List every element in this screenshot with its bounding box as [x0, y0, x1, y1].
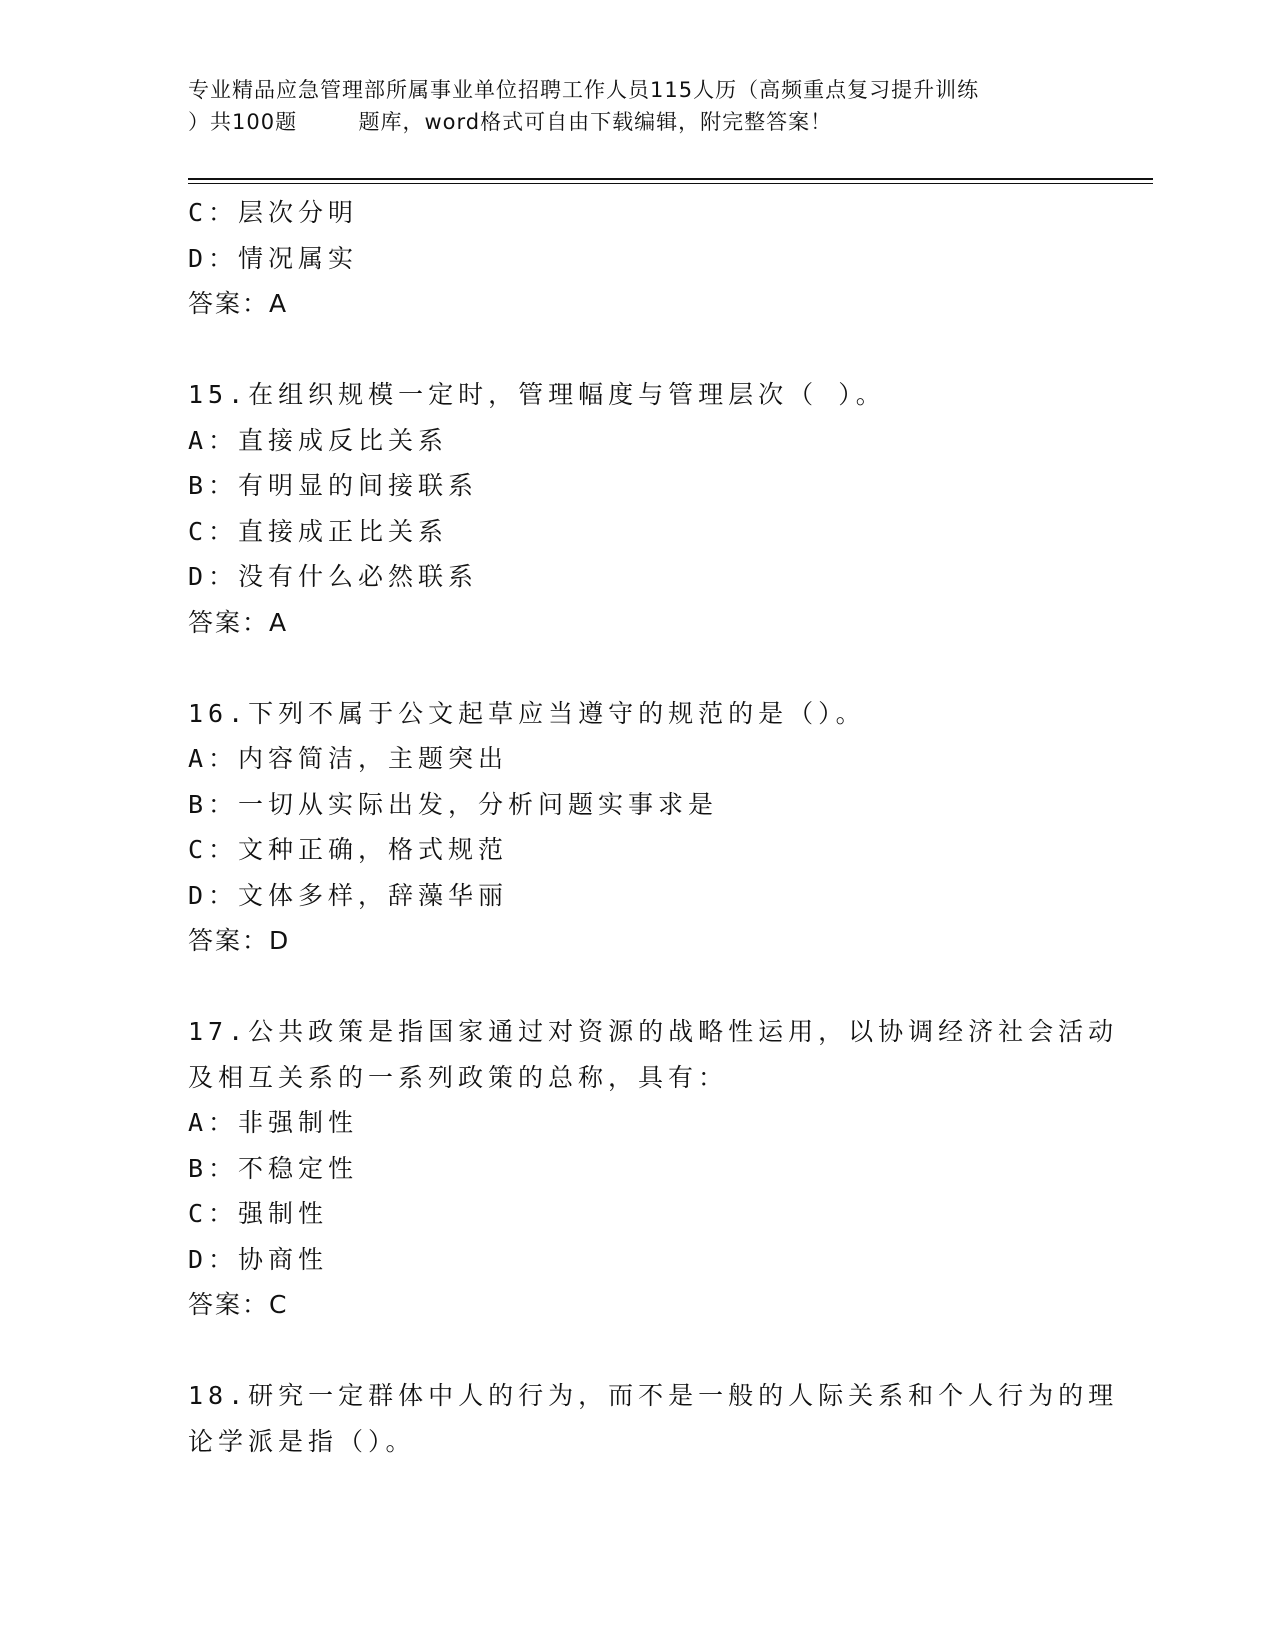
q16-option-d: D：文体多样，辞藻华丽 — [188, 880, 509, 910]
q16-answer: 答案：D — [188, 926, 291, 955]
q14-answer: 答案：A — [188, 289, 289, 318]
q14-option-c: C：层次分明 — [188, 198, 359, 227]
q15-answer: 答案：A — [188, 607, 289, 637]
q17-option-a: A：非强制性 — [188, 1108, 359, 1137]
q15-option-d: D：没有什么必然联系 — [188, 562, 479, 591]
q16-option-b: B：一切从实际出发，分析问题实事求是 — [188, 789, 719, 819]
document-header — [188, 74, 1088, 138]
q15-option-a: A：直接成反比关系 — [188, 425, 449, 455]
q17-option-b: B：不稳定性 — [188, 1153, 359, 1183]
header-divider-thin — [188, 183, 1153, 184]
q17-stem-line-1: 17.公共政策是指国家通过对资源的战略性运用，以协调经济社会活动 — [188, 1017, 1119, 1046]
q15-option-b: B：有明显的间接联系 — [188, 471, 479, 500]
q15-stem: 15.在组织规模一定时，管理幅度与管理层次（ ）。 — [188, 380, 886, 409]
q18-stem-line-1: 18.研究一定群体中人的行为，而不是一般的人际关系和个人行为的理 — [188, 1381, 1119, 1410]
q16-option-a: A：内容简洁，主题突出 — [188, 744, 509, 773]
q17-answer: 答案：C — [188, 1290, 289, 1319]
q16-stem: 16.下列不属于公文起草应当遵守的规范的是（）。 — [188, 698, 866, 728]
header-divider-thick — [188, 178, 1153, 180]
q17-option-c: C：强制性 — [188, 1199, 329, 1228]
q16-option-c: C：文种正确，格式规范 — [188, 835, 509, 864]
q15-option-c: C：直接成正比关系 — [188, 516, 449, 546]
q18-stem-line-2: 论学派是指（）。 — [188, 1426, 416, 1456]
header-title-line-2: ）共100题 题库，word格式可自由下载编辑，附完整答案！ — [188, 110, 833, 134]
question-list — [188, 190, 1119, 1464]
q17-option-d: D：协商性 — [188, 1244, 329, 1274]
q17-stem-line-2: 及相互关系的一系列政策的总称，具有： — [188, 1062, 729, 1092]
header-title-line-1: 专业精品应急管理部所属事业单位招聘工作人员115人历（高频重点复习提升训练 — [188, 78, 980, 102]
q14-option-d: D：情况属实 — [188, 243, 359, 273]
